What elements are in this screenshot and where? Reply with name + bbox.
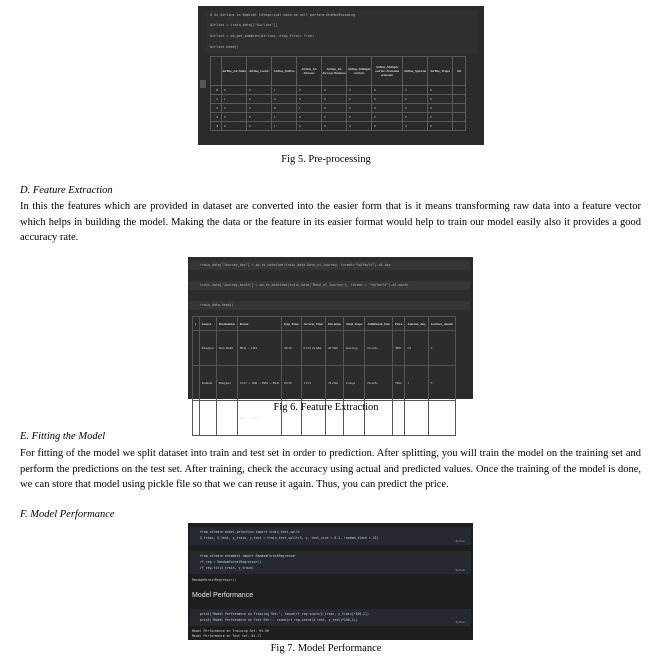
column-header: Airline_IndiGo xyxy=(272,57,297,86)
table-row xyxy=(211,95,466,104)
table-cell: 22:20 xyxy=(282,331,302,366)
table-cell: 3 xyxy=(428,331,455,366)
table-cell: 0 xyxy=(322,86,347,95)
table-cell: 0 xyxy=(247,104,272,113)
table-cell: Banglore xyxy=(216,366,237,401)
table-cell: 0 xyxy=(403,113,428,122)
table-cell: 0 xyxy=(247,86,272,95)
table-cell: 0 xyxy=(372,122,403,131)
table-cell: 2 stops xyxy=(343,366,365,401)
table-cell: No info xyxy=(365,366,393,401)
row-index: 0 xyxy=(211,86,222,95)
table-row xyxy=(193,331,456,366)
column-header: Additional_Info xyxy=(365,317,393,331)
column-header: Price xyxy=(392,317,404,331)
row-index: 3 xyxy=(211,113,222,122)
dataframe-table xyxy=(210,56,466,131)
cell-output: Model Performance on Test Set: 81.71 xyxy=(192,634,262,638)
table-cell: 0 xyxy=(347,95,372,104)
table-cell: 3897 xyxy=(392,331,404,366)
column-header: Destination xyxy=(216,317,237,331)
code-line: rf_reg = RandomForestRegressor() xyxy=(200,560,262,564)
table-cell: 0 xyxy=(222,86,247,95)
table-cell: 0 xyxy=(322,104,347,113)
table-cell: No info xyxy=(365,331,393,366)
table-cell: New Delhi xyxy=(216,331,237,366)
table-cell: 0 xyxy=(403,95,428,104)
section-d-body: In this the features which are provided in dataset are converted into the easier form that is it means transforming raw data into a feature vector which helps in building the model. Making the data or the feature in its easier format would help to train our model easily also it provides a good accuracy rate. xyxy=(20,201,641,243)
table-cell: 0 xyxy=(403,104,428,113)
table-cell: 0 xyxy=(297,95,322,104)
column-header: Airline_Jet Airways xyxy=(297,57,322,86)
code-cell xyxy=(190,527,471,545)
table-cell: 0 xyxy=(428,95,453,104)
table-cell: 0 xyxy=(428,104,453,113)
table-cell xyxy=(453,122,466,131)
table-cell: 1 xyxy=(272,113,297,122)
table-cell: BLR → DEL xyxy=(237,331,281,366)
row-index: 1 xyxy=(211,95,222,104)
section-e-heading: E. Fitting the Model xyxy=(20,431,106,442)
table-cell: 01:10 22 Mar xyxy=(301,331,325,366)
code-cell xyxy=(190,281,470,290)
table-cell: 0 xyxy=(428,113,453,122)
table-cell xyxy=(453,104,466,113)
column-header: Airline_SpiceJet xyxy=(403,57,428,86)
column-header: Source xyxy=(199,317,216,331)
column-header: y xyxy=(193,317,200,331)
table-cell: 0 xyxy=(372,95,403,104)
table-cell: 5 xyxy=(428,366,455,401)
code-cell xyxy=(190,301,470,310)
section-e-body: For fitting of the model we split dataset into train and test set in order to prediction. After splitting, you will train the model on the training set and perform the predictions on the test set. After training, check the accuracy using actual and predicted values. Once the training of the model is done, we can store that model using pickle file so that we can reuse it again. Thus, you can predict the price. xyxy=(20,448,641,490)
table-cell xyxy=(453,86,466,95)
table-cell: 0 xyxy=(247,95,272,104)
code-line: Airline = train_data[["Airline"]] xyxy=(210,23,278,27)
code-line: train_data.head() xyxy=(200,303,234,307)
column-header: Duration xyxy=(326,317,344,331)
language-label: Python xyxy=(455,540,465,543)
column-header: Airline_GoAir xyxy=(247,57,272,86)
table-cell: 0 xyxy=(222,104,247,113)
cell-output: RandomForestRegressor() xyxy=(192,578,237,582)
table-cell xyxy=(193,331,200,366)
table-cell xyxy=(453,113,466,122)
table-cell: CCU → IXR → BBI → BLR xyxy=(237,366,281,401)
table-cell: 0 xyxy=(372,86,403,95)
table-cell xyxy=(193,366,200,401)
table-cell: 2h 50m xyxy=(326,331,344,366)
column-header: Total_Stops xyxy=(343,317,365,331)
column-header: Airline_Jet Airways Business xyxy=(322,57,347,86)
table-cell xyxy=(453,95,466,104)
figure-5-screenshot xyxy=(198,6,484,145)
table-row xyxy=(211,104,466,113)
code-line: from sklearn.ensemble import RandomForestRegressor xyxy=(200,554,296,558)
code-line: Airline = pd.get_dummies(Airline, drop_first= True) xyxy=(210,34,315,38)
column-header: Dep_Time xyxy=(282,317,302,331)
dataframe-table xyxy=(192,316,456,436)
column-header: Route xyxy=(237,317,281,331)
table-cell: 0 xyxy=(322,113,347,122)
column-header: Journey_month xyxy=(428,317,455,331)
code-line: from sklearn.model_selection import train_test_split xyxy=(200,530,300,534)
code-cell xyxy=(206,10,478,54)
table-cell: DEL → LKO xyxy=(237,401,281,436)
table-cell: 0 xyxy=(372,104,403,113)
table-cell: 1 xyxy=(222,95,247,104)
table-cell: 0 xyxy=(403,122,428,131)
column-header: Airline_Multiple carriers xyxy=(347,57,372,86)
column-header: Airline_Air India xyxy=(222,57,247,86)
column-header: Journey_day xyxy=(405,317,428,331)
table-cell: Banglore xyxy=(199,331,216,366)
table-cell: 1 xyxy=(272,122,297,131)
table-cell: 0 xyxy=(403,86,428,95)
code-line: print('Model Performance on Training Set:', round(rf_reg.score(X_train, y_train)*100,2)) xyxy=(200,612,369,616)
row-index: 2 xyxy=(211,104,222,113)
output-gutter xyxy=(200,80,206,88)
table-cell: 24 xyxy=(405,331,428,366)
table-cell: non-stop xyxy=(343,331,365,366)
table-cell: 05:50 xyxy=(282,366,302,401)
table-cell: 0 xyxy=(347,122,372,131)
table-cell: 0 xyxy=(347,104,372,113)
table-cell: 0 xyxy=(322,95,347,104)
table-cell: 0 xyxy=(347,86,372,95)
code-line: X_train, X_test, y_train, y_test = train_test_split(X, y, test_size = 0.2, random_state = 42) xyxy=(200,536,379,540)
table-cell: 7h 25m xyxy=(326,366,344,401)
column-header: Airline_Multiple carriers Premium economy xyxy=(372,57,403,86)
column-header: Air xyxy=(453,57,466,86)
table-cell: 0 xyxy=(297,113,322,122)
code-line: train_data["Journey_day"] = pd.to_datetime(train_data.Date_of_Journey, format="%d/%m/%Y").dt.day xyxy=(200,263,391,267)
table-row xyxy=(211,113,466,122)
section-d-heading: D. Feature Extraction xyxy=(20,185,113,196)
figure-7-caption: Fig 7. Model Performance xyxy=(270,643,382,654)
code-line: Airline.head() xyxy=(210,45,239,49)
code-line: # As Airline is Nominal Categorical data we will perform OneHotEncoding xyxy=(210,13,355,17)
table-cell: 0 xyxy=(428,86,453,95)
cell-output: Model Performance on Training Set: 95.96 xyxy=(192,629,269,633)
table-cell: 1 xyxy=(272,86,297,95)
figure-6-caption: Fig 6. Feature Extraction xyxy=(273,402,379,413)
table-cell: 0 xyxy=(297,122,322,131)
table-cell: 0 xyxy=(347,113,372,122)
column-header: Airline_Trujet xyxy=(428,57,453,86)
table-cell: 7662 xyxy=(392,366,404,401)
table-cell: 0 xyxy=(272,95,297,104)
table-cell: 1 xyxy=(405,366,428,401)
code-cell xyxy=(190,551,471,574)
section-f-heading: F. Model Performance xyxy=(20,509,115,520)
column-header: Arrival_Time xyxy=(301,317,325,331)
table-cell: Kolkata xyxy=(199,366,216,401)
row-index: 4 xyxy=(211,122,222,131)
table-cell: 0 xyxy=(222,122,247,131)
index-header xyxy=(211,57,222,86)
table-cell: 0 xyxy=(297,86,322,95)
code-cell xyxy=(190,609,471,626)
code-line: train_data["Journey_month"] = pd.to_datetime(train_data["Date_of_Journey"], format = "%d/%m/%Y").dt.month xyxy=(200,283,409,287)
code-cell xyxy=(190,261,470,270)
table-cell: 0 xyxy=(372,113,403,122)
code-line: rf_reg.fit(X_train, y_train) xyxy=(200,566,254,570)
language-label: Python xyxy=(455,569,465,572)
table-cell: 0 xyxy=(222,113,247,122)
code-line: print('Model Performance on Test Set:', round(rf_reg.score(X_test, y_test)*100,2)) xyxy=(200,618,358,622)
table-row xyxy=(211,122,466,131)
table-row xyxy=(193,366,456,401)
table-cell: 0 xyxy=(272,104,297,113)
table-cell: 0 xyxy=(322,122,347,131)
table-cell: 1 xyxy=(297,104,322,113)
figure-5-caption: Fig 5. Pre-processing xyxy=(281,154,371,165)
table-cell: 13:15 xyxy=(301,366,325,401)
language-label: Python xyxy=(455,621,465,624)
figure-7-screenshot xyxy=(188,523,473,640)
table-cell: 0 xyxy=(247,113,272,122)
table-cell: 0 xyxy=(247,122,272,131)
table-row xyxy=(211,86,466,95)
markdown-heading: Model Performance xyxy=(192,592,254,599)
table-cell: 0 xyxy=(428,122,453,131)
